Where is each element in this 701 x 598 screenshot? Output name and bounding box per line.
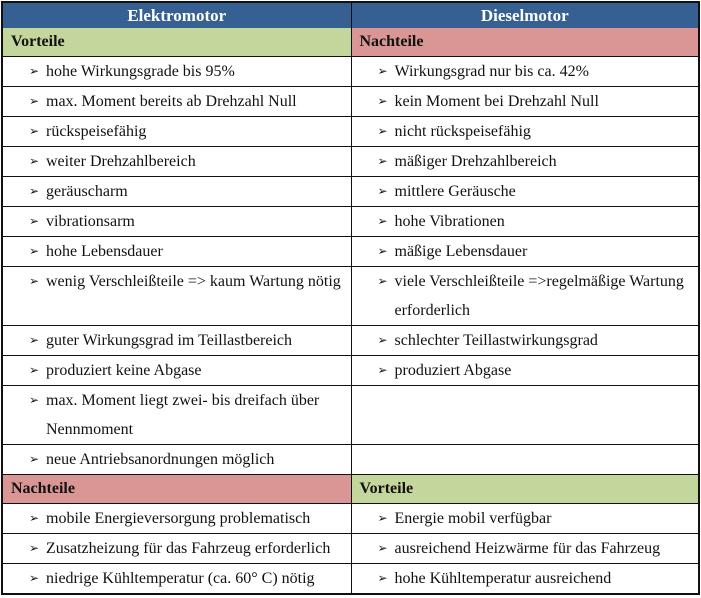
section-header-vorteile: Vorteile [351, 475, 699, 503]
table-row [3, 116, 698, 146]
arrow-bullet-icon: ➢ [29, 94, 40, 108]
item-cell-dieselmotor [351, 147, 699, 176]
item-cell-elektromotor [3, 87, 351, 116]
table-row [3, 266, 698, 325]
arrow-bullet-icon: ➢ [29, 541, 40, 555]
item-text: geräuscharm [46, 183, 128, 200]
item-cell-elektromotor [3, 504, 351, 533]
arrow-bullet-icon: ➢ [377, 244, 388, 258]
item-text: viele Verschleißteile =>regelmäßige Wartung erforderlich [394, 273, 684, 319]
table-row [3, 385, 698, 444]
item-text: max. Moment bereits ab Drehzahl Null [46, 93, 297, 110]
item-text: hohe Kühltemperatur ausreichend [394, 570, 612, 587]
item-cell-dieselmotor [351, 207, 699, 236]
arrow-bullet-icon: ➢ [29, 274, 40, 288]
section-row [3, 474, 698, 503]
item-cell-dieselmotor [351, 177, 699, 206]
item-text: rückspeisefähig [46, 123, 147, 140]
item-cell-dieselmotor [351, 237, 699, 266]
item-cell-dieselmotor [351, 267, 699, 325]
item-cell-elektromotor [3, 534, 351, 563]
item-cell-dieselmotor [351, 504, 699, 533]
arrow-bullet-icon: ➢ [29, 452, 40, 466]
arrow-bullet-icon: ➢ [29, 511, 40, 525]
table-row [3, 355, 698, 385]
table-row [3, 146, 698, 176]
item-cell-dieselmotor [351, 564, 699, 593]
arrow-bullet-icon: ➢ [377, 184, 388, 198]
arrow-bullet-icon: ➢ [377, 571, 388, 585]
item-cell-elektromotor [3, 177, 351, 206]
section-header-vorteile: Vorteile [3, 28, 351, 56]
item-cell-dieselmotor [351, 117, 699, 146]
section-row [3, 28, 698, 56]
arrow-bullet-icon: ➢ [29, 363, 40, 377]
section-header-nachteile: Nachteile [3, 475, 351, 503]
arrow-bullet-icon: ➢ [377, 154, 388, 168]
item-text: neue Antriebsanordnungen möglich [46, 451, 275, 468]
item-text: mäßiger Drehzahlbereich [394, 153, 557, 170]
arrow-bullet-icon: ➢ [29, 571, 40, 585]
item-cell-dieselmotor [351, 386, 699, 444]
item-text: mäßige Lebensdauer [394, 243, 528, 260]
comparison-table [1, 1, 700, 595]
table-body [3, 28, 698, 593]
arrow-bullet-icon: ➢ [377, 214, 388, 228]
item-cell-dieselmotor [351, 326, 699, 355]
table-row [3, 563, 698, 593]
item-cell-elektromotor [3, 57, 351, 86]
item-text: weiter Drehzahlbereich [46, 153, 196, 170]
item-cell-dieselmotor [351, 445, 699, 474]
table-row [3, 236, 698, 266]
table-row [3, 176, 698, 206]
arrow-bullet-icon: ➢ [29, 64, 40, 78]
item-text: vibrationsarm [46, 213, 135, 230]
item-cell-elektromotor [3, 386, 351, 444]
item-text: max. Moment liegt zwei- bis dreifach über Nennmoment [46, 392, 320, 438]
arrow-bullet-icon: ➢ [377, 124, 388, 138]
item-text: produziert keine Abgase [46, 362, 202, 379]
item-text: niedrige Kühltemperatur (ca. 60° C) nötig [46, 570, 315, 587]
item-text: hohe Wirkungsgrade bis 95% [46, 63, 235, 80]
item-text: hohe Lebensdauer [46, 243, 163, 260]
item-cell-elektromotor [3, 326, 351, 355]
arrow-bullet-icon: ➢ [377, 333, 388, 347]
column-header-elektromotor: Elektromotor [3, 3, 351, 28]
item-cell-elektromotor [3, 445, 351, 474]
item-cell-elektromotor [3, 356, 351, 385]
arrow-bullet-icon: ➢ [377, 94, 388, 108]
arrow-bullet-icon: ➢ [29, 124, 40, 138]
arrow-bullet-icon: ➢ [377, 274, 388, 288]
item-text: wenig Verschleißteile => kaum Wartung nötig [46, 273, 341, 290]
item-text: Zusatzheizung für das Fahrzeug erforderlich [46, 540, 331, 557]
arrow-bullet-icon: ➢ [377, 64, 388, 78]
arrow-bullet-icon: ➢ [29, 154, 40, 168]
arrow-bullet-icon: ➢ [377, 363, 388, 377]
item-cell-elektromotor [3, 267, 351, 325]
item-cell-dieselmotor [351, 87, 699, 116]
item-cell-dieselmotor [351, 356, 699, 385]
table-row [3, 56, 698, 86]
arrow-bullet-icon: ➢ [29, 214, 40, 228]
item-cell-dieselmotor [351, 57, 699, 86]
arrow-bullet-icon: ➢ [29, 184, 40, 198]
arrow-bullet-icon: ➢ [29, 244, 40, 258]
item-text: mittlere Geräusche [394, 183, 516, 200]
item-text: guter Wirkungsgrad im Teillastbereich [46, 332, 293, 349]
column-header-dieselmotor: Dieselmotor [351, 3, 699, 28]
item-cell-elektromotor [3, 564, 351, 593]
item-cell-dieselmotor [351, 534, 699, 563]
arrow-bullet-icon: ➢ [377, 541, 388, 555]
item-cell-elektromotor [3, 117, 351, 146]
table-row [3, 325, 698, 355]
item-text: produziert Abgase [394, 362, 512, 379]
table-row [3, 503, 698, 533]
item-text: Energie mobil verfügbar [394, 510, 552, 527]
table-row [3, 86, 698, 116]
item-text: nicht rückspeisefähig [394, 123, 531, 140]
table-header-row [3, 3, 698, 28]
table-row [3, 444, 698, 474]
item-text: hohe Vibrationen [394, 213, 505, 230]
item-text: ausreichend Heizwärme für das Fahrzeug [394, 540, 661, 557]
item-text: mobile Energieversorgung problematisch [46, 510, 311, 527]
arrow-bullet-icon: ➢ [377, 511, 388, 525]
table-row [3, 533, 698, 563]
item-cell-elektromotor [3, 237, 351, 266]
item-text: schlechter Teillastwirkungsgrad [394, 332, 598, 349]
item-text: Wirkungsgrad nur bis ca. 42% [394, 63, 589, 80]
table-row [3, 206, 698, 236]
arrow-bullet-icon: ➢ [29, 393, 40, 407]
section-header-nachteile: Nachteile [351, 28, 699, 56]
arrow-bullet-icon: ➢ [29, 333, 40, 347]
item-text: kein Moment bei Drehzahl Null [394, 93, 599, 110]
item-cell-elektromotor [3, 207, 351, 236]
item-cell-elektromotor [3, 147, 351, 176]
